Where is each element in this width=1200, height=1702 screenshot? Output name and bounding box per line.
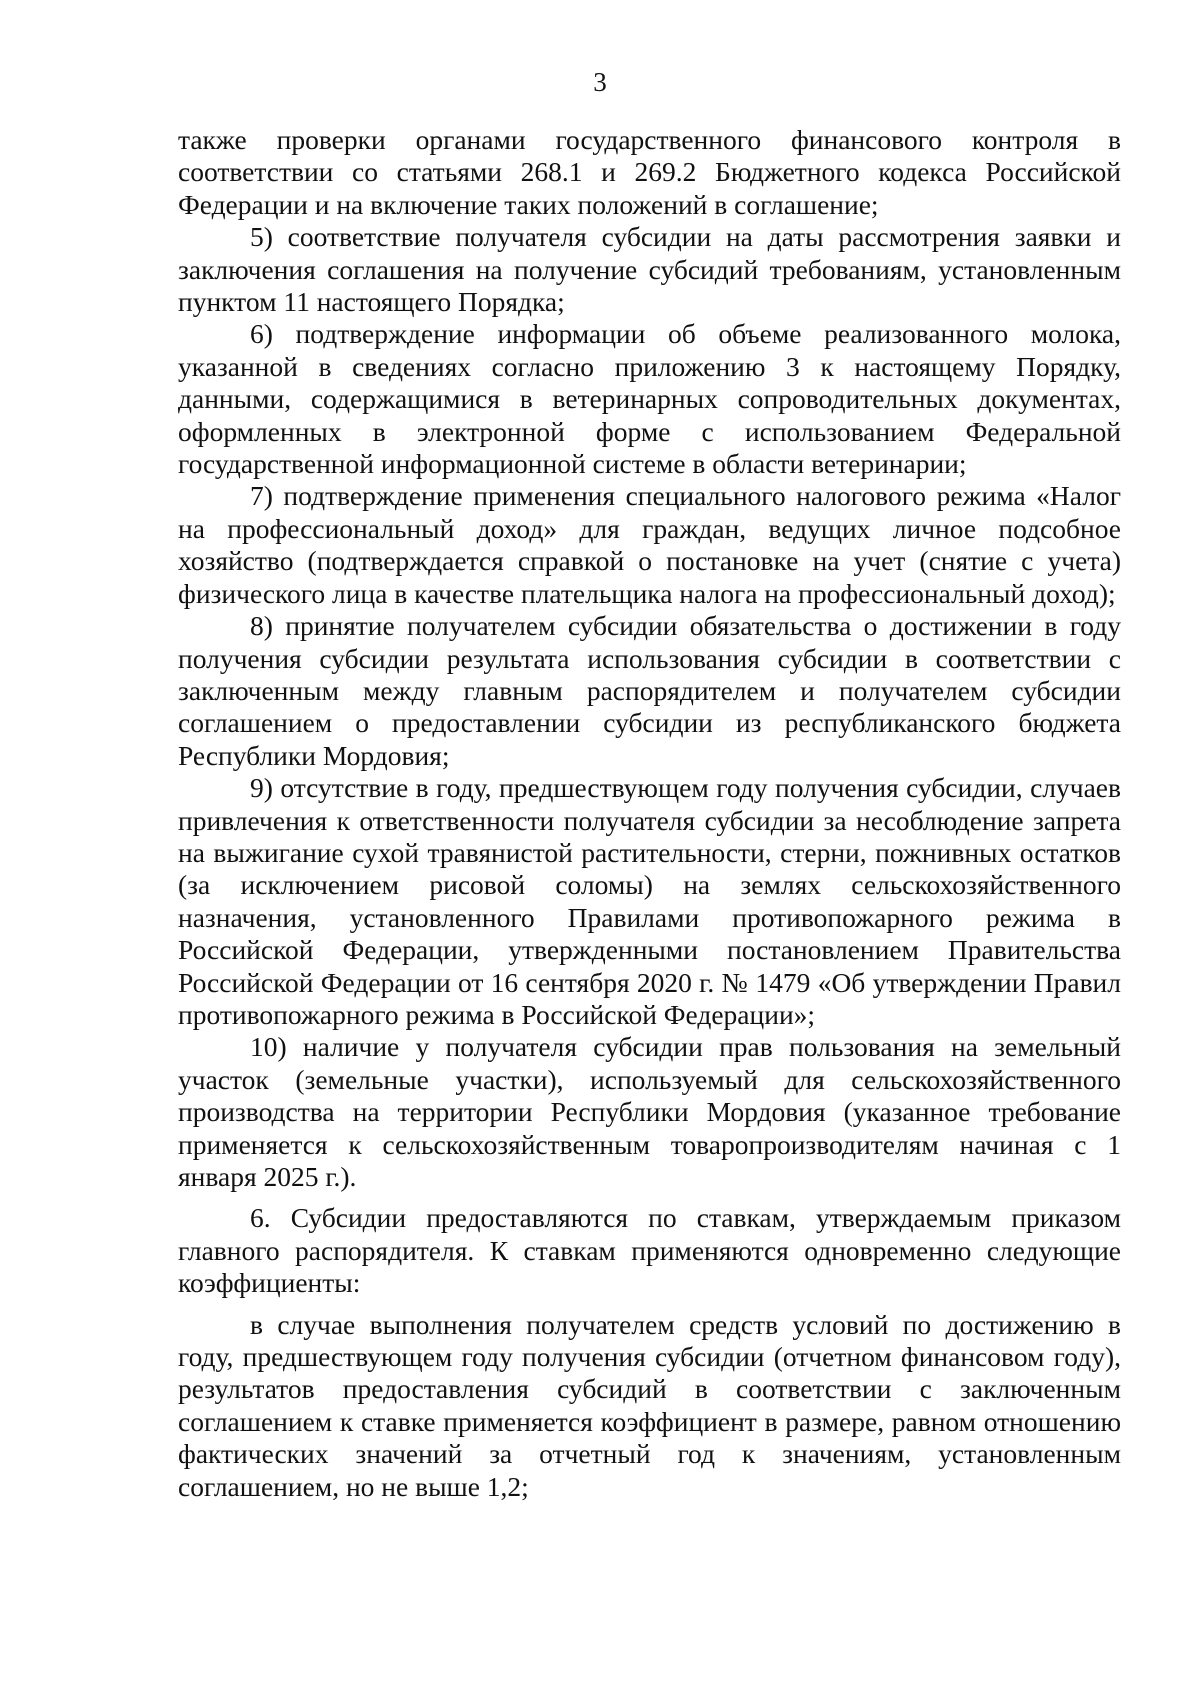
paragraph-coefficient: в случае выполнения получателем средств условий по достижению в году, предшествующем году получения субсидии (отчетном финансовом году), результатов предоставления субсидий в соответствии с заключенным соглашением к ставке применяется коэффициент в размере, равном отношению фактических значений за отчетный год к значениям, установленным соглашением, но не выше 1,2; — [178, 1308, 1121, 1502]
page-number: 3 — [593, 67, 607, 97]
paragraph-item-6: 6) подтверждение информации об объеме реализованного молока, указанной в сведениях согласно приложению 3 к настоящему Порядку, данными, содержащимися в ветеринарных сопроводительных документах, оформленных в электронной форме с использованием Федеральной государственной информационной системе в области ветеринарии; — [178, 318, 1121, 480]
paragraph-item-5: 5) соответствие получателя субсидии на даты рассмотрения заявки и заключения соглашения на получение субсидий требованиям, установленным пунктом 11 настоящего Порядка; — [178, 221, 1121, 318]
paragraph-item-7: 7) подтверждение применения специального налогового режима «Налог на профессиональный доход» для граждан, ведущих личное подсобное хозяйство (подтверждается справкой о постановке на учет (снятие с учета) физического лица в качестве плательщика налога на профессиональный доход); — [178, 480, 1121, 609]
paragraph-continuation: также проверки органами государственного финансового контроля в соответствии со статьями 268.1 и 269.2 Бюджетного кодекса Российской Федерации и на включение таких положений в соглашение; — [178, 124, 1121, 220]
paragraph-item-8: 8) принятие получателем субсидии обязательства о достижении в году получения субсидии результата использования субсидии в соответствии с заключенным между главным распорядителем и получателем субсидии соглашением о предоставлении субсидии из республиканского бюджета Республики Мордовия; — [178, 610, 1121, 771]
document-body — [178, 124, 1121, 1503]
paragraph-section-6: 6. Субсидии предоставляются по ставкам, утверждаемым приказом главного распорядителя. К ставкам применяются одновременно следующие коэффициенты: — [178, 1202, 1121, 1299]
paragraph-item-9: 9) отсутствие в году, предшествующем году получения субсидии, случаев привлечения к ответственности получателя субсидии за несоблюдение запрета на выжигание сухой травянистой растительности, стерни, пожнивных остатков (за исключением рисовой соломы) на землях сельскохозяйственного назначения, установленного Правилами противопожарного режима в Российской Федерации, утвержденными постановлением Правительства Российской Федерации от 16 сентября 2020 г. № 1479 «Об утверждении Правил противопожарного режима в Российской Федерации»; — [178, 772, 1121, 1030]
paragraph-item-10: 10) наличие у получателя субсидии прав пользования на земельный участок (земельные участки), используемый для сельскохозяйственного производства на территории Республики Мордовия (указанное требование применяется к сельскохозяйственным товаропроизводителям начиная с 1 января 2025 г.). — [178, 1031, 1121, 1192]
